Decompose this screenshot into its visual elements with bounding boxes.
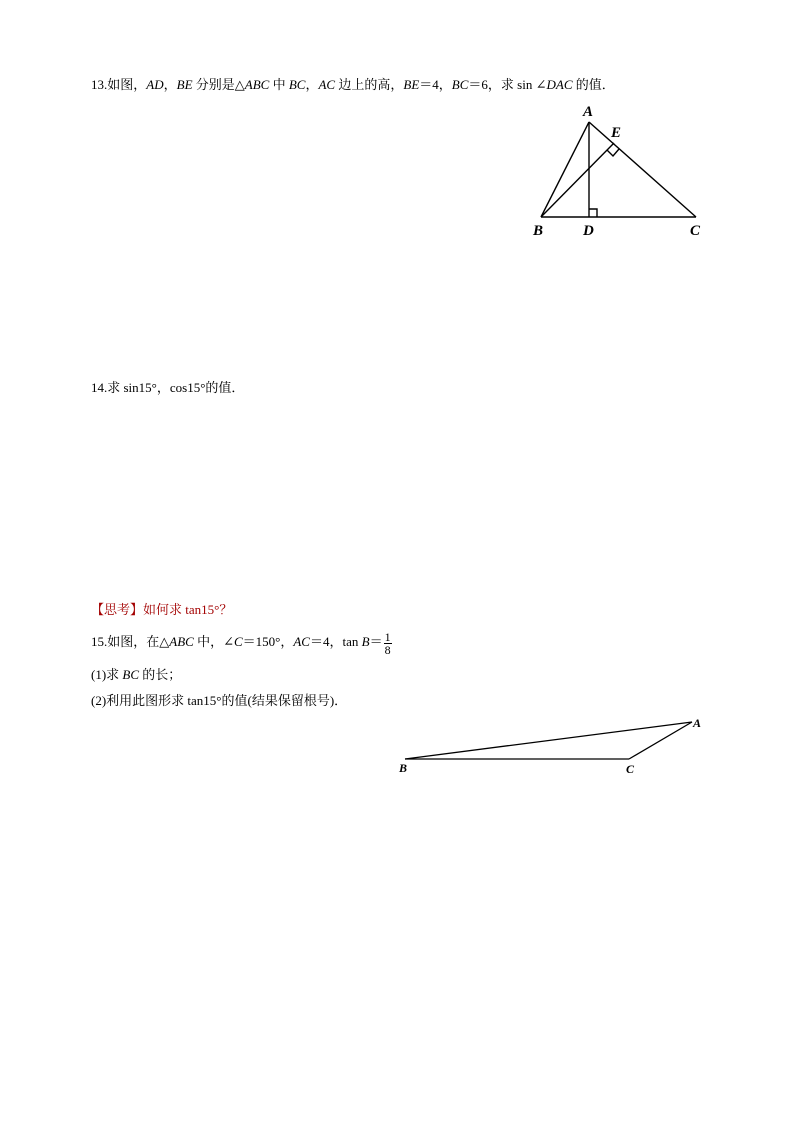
label-e: E (611, 125, 622, 141)
q15-number: 15. (91, 634, 108, 649)
q15-part2: (2)利用此图形求 tan15°的值(结果保留根号)． (91, 693, 348, 708)
think-text: 如何求 tan15°？ (143, 602, 233, 617)
label-b-15: B (399, 761, 408, 775)
q15-part1: (1)求 BC 的长； (91, 667, 182, 682)
label-c: C (690, 223, 701, 239)
label-c-15: C (626, 762, 635, 776)
label-a-15: A (693, 716, 702, 730)
segment-ba (405, 722, 692, 759)
q13-number: 13. (91, 77, 108, 92)
fraction-one-eighth: $\frac{1}{8}$ (384, 629, 391, 657)
q14-statement: 14.求 sin15°，cos15°的值． (91, 380, 245, 395)
label-d: D (583, 223, 594, 239)
q13-statement: 13.如图，AD，BE 分别是△ABC 中 BC，AC 边上的高，BE＝4，BC＝6，求 sin ∠DAC 的值． (91, 77, 615, 92)
think-label: 【思考】 (91, 602, 144, 617)
segment-ca (629, 722, 692, 759)
q15-statement: 15.如图，在△ABC 中，∠C＝150°，AC＝4，tan B＝ $\frac{1}{8}$ (91, 629, 391, 657)
label-b: B (533, 223, 544, 239)
label-a: A (583, 104, 594, 120)
